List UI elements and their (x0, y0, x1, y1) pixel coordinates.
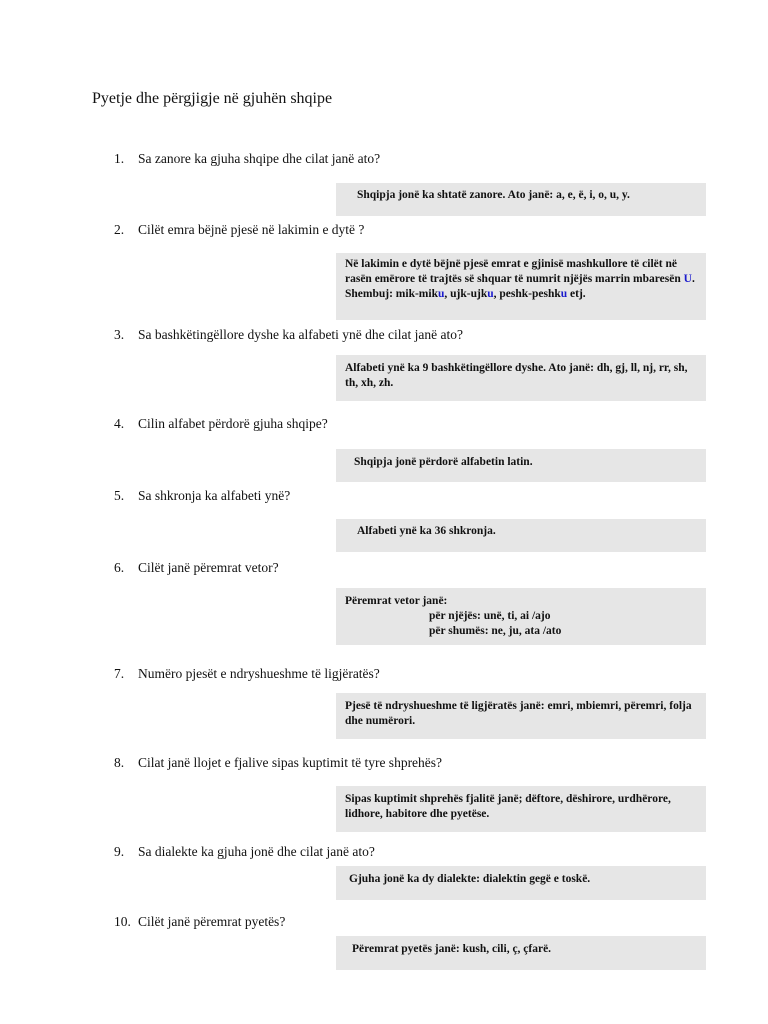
question-text: Sa bashkëtingëllore dyshe ka alfabeti ynë dhe cilat janë ato? (138, 327, 463, 342)
highlight-letter: u (560, 288, 568, 300)
question-number: 9. (114, 844, 125, 859)
question-number: 5. (114, 488, 125, 503)
answer-text: Gjuha jonë ka dy dialekte: dialektin gegë e toskë. (349, 873, 591, 885)
answer-box-2 (336, 253, 706, 320)
question-text: Sa zanore ka gjuha shqipe dhe cilat janë ato? (138, 151, 381, 166)
question-6 (114, 560, 279, 576)
highlight-letter: U (683, 273, 692, 285)
answer-text: Shqipja jonë përdorë alfabetin latin. (354, 456, 533, 468)
question-8 (114, 755, 442, 771)
answer-box-10 (336, 936, 706, 970)
answer-text: Në lakimin e dytë bëjnë pjesë emrat e gjinisë mashkullore të cilët në rasën emërore të trajtës së shquar të numrit njëjës marrin mbaresën U. Shembuj: mik-miku, ujk-ujku, peshk-peshku etj. (345, 258, 695, 300)
question-3 (114, 327, 463, 343)
answer-box-1 (336, 183, 706, 216)
answer-text: Shqipja jonë ka shtatë zanore. Ato janë: a, e, ë, i, o, u, y. (357, 189, 630, 201)
question-text: Cilat janë llojet e fjalive sipas kuptimit të tyre shprehës? (138, 755, 443, 770)
answer-box-6 (336, 588, 706, 645)
question-2 (114, 222, 364, 238)
highlight-letter: u (437, 288, 445, 300)
answer-box-7 (336, 693, 706, 739)
question-text: Sa shkronja ka alfabeti ynë? (138, 488, 291, 503)
answer-box-4 (336, 449, 706, 482)
answer-box-3 (336, 355, 706, 401)
question-4 (114, 416, 328, 432)
answer-line: për shumës: ne, ju, ata /ato (429, 625, 562, 637)
question-text: Cilin alfabet përdorë gjuha shqipe? (138, 416, 328, 431)
answer-box-9 (336, 866, 706, 900)
question-number: 2. (114, 222, 125, 237)
question-number: 3. (114, 327, 125, 342)
question-5 (114, 488, 290, 504)
question-number: 8. (114, 755, 125, 770)
question-number: 1. (114, 151, 125, 166)
answer-text: Alfabeti ynë ka 36 shkronja. (357, 525, 496, 537)
page-title: Pyetje dhe përgjigje në gjuhën shqipe (92, 90, 333, 107)
question-text: Cilët janë përemrat pyetës? (138, 914, 286, 929)
answer-line: për njëjës: unë, ti, ai /ajo (429, 610, 551, 622)
question-7 (114, 666, 380, 682)
answer-line: Përemrat vetor janë: (345, 595, 448, 607)
question-text: Cilët janë përemrat vetor? (138, 560, 279, 575)
highlight-letter: u (487, 288, 494, 300)
question-number: 6. (114, 560, 125, 575)
question-9 (114, 844, 375, 860)
question-number: 4. (114, 416, 125, 431)
question-1 (114, 151, 380, 167)
question-text: Sa dialekte ka gjuha jonë dhe cilat janë ato? (138, 844, 375, 859)
question-text: Cilët emra bëjnë pjesë në lakimin e dytë ? (138, 222, 365, 237)
answer-box-8 (336, 786, 706, 832)
question-10 (114, 914, 285, 930)
answer-box-5 (336, 519, 706, 552)
answer-text: Alfabeti ynë ka 9 bashkëtingëllore dyshe. Ato janë: dh, gj, ll, nj, rr, sh, th, xh, zh. (345, 362, 688, 389)
answer-text: Përemrat pyetës janë: kush, cili, ç, çfarë. (352, 943, 552, 955)
answer-text: Pjesë të ndryshueshme të ligjëratës janë: emri, mbiemri, përemri, folja dhe numërori. (345, 700, 692, 727)
question-text: Numëro pjesët e ndryshueshme të ligjëratës? (138, 666, 380, 681)
answer-text: Sipas kuptimit shprehës fjalitë janë; dëftore, dëshirore, urdhërore, lidhore, habitore dhe pyetëse. (345, 793, 671, 820)
question-number: 7. (114, 666, 125, 681)
question-number: 10. (114, 914, 131, 929)
